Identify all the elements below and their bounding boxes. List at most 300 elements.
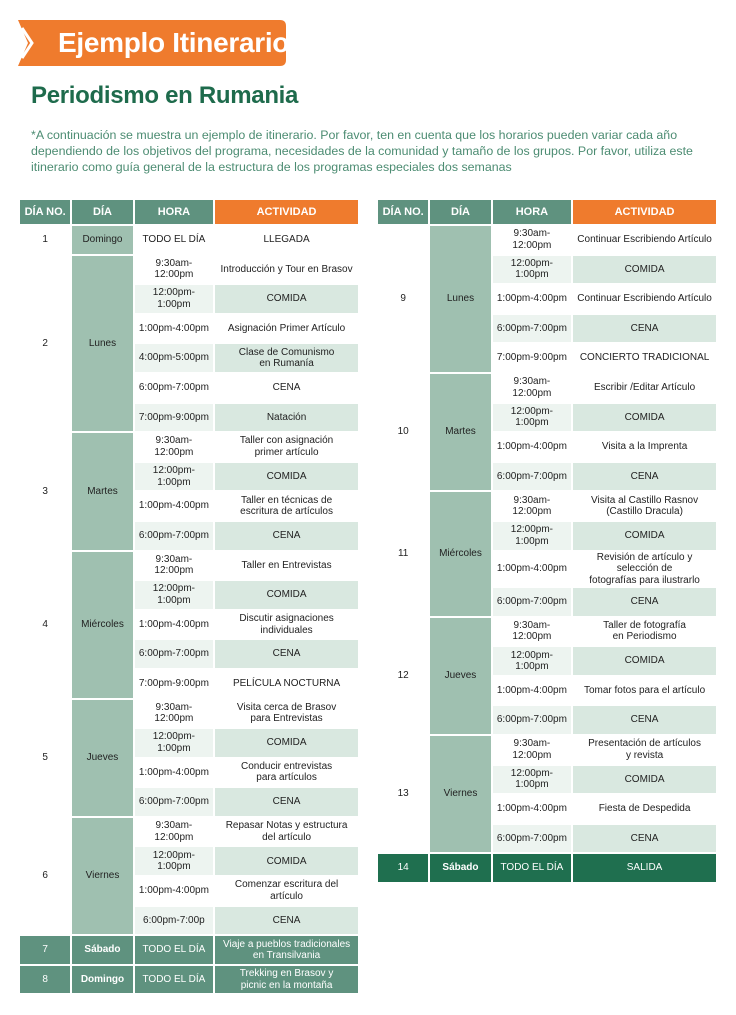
table-row: [378, 492, 716, 520]
activity-cell: [573, 825, 716, 853]
day-name: [72, 936, 132, 964]
activity-cell-text: Viaje a pueblos tradicionales en Transilvania: [223, 938, 351, 962]
time-cell-text: 6:00pm-7:00pm: [138, 529, 209, 541]
day-number: [378, 226, 428, 372]
day-number-text: 1: [42, 234, 48, 246]
table-row: [20, 936, 358, 964]
activity-cell: [573, 588, 716, 616]
day-name: [430, 492, 490, 615]
activity-cell-text: CENA: [630, 714, 659, 726]
activity-cell-text: Visita a la Imprenta: [601, 441, 688, 453]
activity-cell: [215, 315, 358, 343]
table-row: [378, 226, 716, 254]
time-cell-text: 1:00pm-4:00pm: [496, 563, 567, 575]
table-row: [20, 640, 358, 668]
day-number: [20, 936, 70, 964]
time-cell: [135, 522, 213, 550]
activity-cell-text: PELÍCULA NOCTURNA: [232, 677, 341, 689]
day-number: [20, 433, 70, 549]
time-cell: [135, 640, 213, 668]
table-row: [378, 285, 716, 313]
time-cell-text: 7:00pm-9:00pm: [496, 352, 567, 364]
time-cell: [135, 759, 213, 787]
activity-cell: [215, 552, 358, 580]
day-name: [72, 256, 132, 432]
table-row: [378, 522, 716, 550]
day-number-text: 9: [400, 293, 406, 305]
time-cell-text: 1:00pm-4:00pm: [138, 322, 209, 334]
time-cell-text: 12:00pm-1:00pm: [152, 465, 196, 488]
activity-cell-text: Revisión de artículo y selección de fotografías para ilustrarlo: [589, 551, 700, 586]
day-number-text: 4: [42, 618, 48, 630]
table-row: [378, 344, 716, 372]
time-cell: [493, 706, 571, 734]
time-cell-text: 1:00pm-4:00pm: [496, 803, 567, 815]
activity-cell-text: Asignación Primer Artículo: [227, 322, 346, 334]
activity-cell: [573, 315, 716, 343]
table-row: [378, 795, 716, 823]
activity-cell: [215, 729, 358, 757]
table-row: [378, 706, 716, 734]
time-cell: [135, 552, 213, 580]
table-row: [20, 256, 358, 284]
header-time: HORA: [493, 200, 571, 224]
time-cell: [135, 285, 213, 313]
table-row: [20, 729, 358, 757]
time-cell-text: 7:00pm-9:00pm: [138, 677, 209, 689]
table-row: [378, 647, 716, 675]
time-cell-text: 9:30am-12:00pm: [512, 738, 552, 761]
time-cell: [135, 818, 213, 846]
time-cell-text: 9:30am-12:00pm: [154, 553, 194, 577]
time-cell: [135, 729, 213, 757]
time-cell-text: 1:00pm-4:00pm: [496, 684, 567, 696]
time-cell-text: 9:30am-12:00pm: [512, 376, 552, 399]
time-cell: [135, 404, 213, 432]
table-row: [20, 315, 358, 343]
activity-cell: [215, 226, 358, 254]
time-cell: [135, 433, 213, 461]
activity-cell-text: COMIDA: [266, 737, 307, 749]
day-number: [378, 854, 428, 882]
activity-cell-text: COMIDA: [624, 655, 665, 667]
table-row: [20, 847, 358, 875]
table-row: [378, 588, 716, 616]
day-name: [72, 433, 132, 549]
table-row: [378, 374, 716, 402]
day-name-text: Sábado: [442, 862, 479, 874]
activity-cell-text: Repasar Notas y estructura del artículo: [225, 820, 348, 843]
header-activity: ACTIVIDAD: [573, 200, 716, 224]
title-banner: [18, 20, 290, 66]
activity-cell: [215, 492, 358, 520]
time-cell: [135, 256, 213, 284]
activity-cell: [215, 877, 358, 905]
time-cell: [493, 522, 571, 550]
time-cell: [493, 256, 571, 284]
time-cell: [493, 433, 571, 461]
activity-cell-text: Introducción y Tour en Brasov: [220, 263, 353, 275]
activity-cell-text: COMIDA: [624, 773, 665, 785]
activity-cell: [215, 611, 358, 639]
time-cell: [135, 581, 213, 609]
table-row: [20, 877, 358, 905]
time-cell-text: 9:30am-12:00pm: [154, 257, 194, 281]
time-cell: [493, 285, 571, 313]
activity-cell-text: CENA: [272, 529, 301, 541]
activity-cell-text: CENA: [272, 796, 301, 808]
header-time: HORA: [135, 200, 213, 224]
time-cell: [135, 226, 213, 254]
time-cell-text: 1:00pm-4:00pm: [496, 441, 567, 453]
time-cell-text: 12:00pm-1:00pm: [152, 731, 196, 754]
activity-cell: [215, 818, 358, 846]
activity-cell: [573, 433, 716, 461]
time-cell-text: 12:00pm-1:00pm: [152, 583, 196, 606]
time-cell: [135, 788, 213, 816]
time-cell-text: 6:00pm-7:00pm: [496, 322, 567, 334]
table-row: [378, 552, 716, 587]
table-row: [20, 522, 358, 550]
activity-cell: [215, 433, 358, 461]
activity-cell-text: Presentación de artículos y revista: [588, 738, 701, 761]
table-row: [20, 226, 358, 254]
time-cell: [135, 492, 213, 520]
table-row: [20, 374, 358, 402]
time-cell-text: 6:00pm-7:00pm: [496, 596, 567, 608]
activity-cell: [573, 647, 716, 675]
activity-cell-text: CENA: [272, 914, 301, 926]
activity-cell-text: Trekking en Brasov y picnic en la montaña: [239, 968, 334, 991]
time-cell: [493, 588, 571, 616]
day-number: [20, 700, 70, 816]
table-row: [378, 677, 716, 705]
activity-cell-text: Taller en técnicas de escritura de artículos: [240, 494, 333, 518]
table-row: [20, 966, 358, 994]
activity-cell: [215, 522, 358, 550]
activity-cell: [573, 374, 716, 402]
activity-cell-text: Conducir entrevistas para artículos: [240, 760, 333, 784]
time-cell-text: TODO EL DÍA: [500, 862, 564, 874]
activity-cell: [215, 285, 358, 313]
time-cell: [493, 463, 571, 491]
day-name: [430, 374, 490, 490]
activity-cell: [573, 285, 716, 313]
time-cell-text: 6:00pm-7:00pm: [496, 832, 567, 844]
table-row: [20, 433, 358, 461]
table-row: [378, 825, 716, 853]
time-cell: [493, 854, 571, 882]
activity-cell: [215, 256, 358, 284]
time-cell-text: 9:30am-12:00pm: [154, 701, 194, 725]
intro-note: *A continuación se muestra un ejemplo de itinerario. Por favor, ten en cuenta que los horarios pueden variar cada año dependiendo de los objetivos del programa, necesidades de la comunidad y tamaño de los grupos. Por favor, utiliza este itinerario como guía general de la estructura de los programas especiales dos semanas: [31, 128, 693, 174]
time-cell: [135, 877, 213, 905]
activity-cell: [215, 907, 358, 935]
table-row: [20, 285, 358, 313]
day-name: [72, 966, 132, 994]
table-row: [20, 344, 358, 372]
time-cell-text: 12:00pm-1:00pm: [152, 287, 196, 310]
table-row: [378, 315, 716, 343]
activity-cell-text: Natación: [266, 411, 307, 423]
activity-cell-text: Tomar fotos para el artículo: [583, 684, 706, 696]
day-number: [20, 818, 70, 934]
table-row: [20, 759, 358, 787]
activity-cell-text: CENA: [630, 596, 659, 608]
time-cell: [135, 700, 213, 728]
activity-cell-text: COMIDA: [624, 529, 665, 541]
time-cell: [135, 315, 213, 343]
activity-cell-text: Comenzar escritura del artículo: [234, 879, 339, 902]
day-number-text: 3: [42, 485, 48, 497]
day-number-text: 8: [42, 973, 48, 985]
time-cell-text: 6:00pm-7:00pm: [496, 470, 567, 482]
time-cell-text: 7:00pm-9:00pm: [138, 411, 209, 423]
day-name: [430, 226, 490, 372]
time-cell: [493, 492, 571, 520]
day-name-text: Viernes: [85, 870, 120, 882]
time-cell: [135, 611, 213, 639]
time-cell-text: 1:00pm-4:00pm: [138, 885, 209, 897]
activity-cell: [573, 552, 716, 587]
time-cell-text: 1:00pm-4:00pm: [496, 293, 567, 305]
activity-cell: [215, 670, 358, 698]
time-cell: [135, 966, 213, 994]
activity-cell-text: COMIDA: [266, 589, 307, 601]
table-row: [378, 618, 716, 646]
time-cell: [493, 795, 571, 823]
time-cell-text: 9:30am-12:00pm: [154, 435, 194, 458]
header-day-no: DÍA NO.: [20, 200, 70, 224]
activity-cell: [573, 522, 716, 550]
day-number-text: 14: [397, 862, 409, 874]
table-row: [20, 611, 358, 639]
activity-cell: [573, 256, 716, 284]
time-cell: [493, 736, 571, 764]
activity-cell: [215, 966, 358, 994]
time-cell: [135, 936, 213, 964]
day-name-text: Miércoles: [81, 618, 124, 630]
time-cell-text: 12:00pm-1:00pm: [510, 649, 554, 673]
day-number-text: 11: [397, 548, 409, 560]
day-number: [378, 736, 428, 852]
day-name: [72, 226, 132, 254]
day-name-text: Lunes: [88, 337, 117, 349]
table-row: [378, 463, 716, 491]
table-row: [20, 581, 358, 609]
day-number: [20, 226, 70, 254]
activity-cell-text: Taller de fotografía en Periodismo: [603, 619, 686, 643]
table-row: [20, 818, 358, 846]
day-number: [20, 552, 70, 698]
activity-cell-text: COMIDA: [624, 411, 665, 423]
activity-cell-text: Visita cerca de Brasov para Entrevistas: [236, 701, 337, 725]
time-cell-text: 9:30am-12:00pm: [512, 494, 552, 518]
activity-cell-text: CENA: [630, 322, 659, 334]
day-number-text: 2: [42, 337, 48, 349]
time-cell-text: 9:30am-12:00pm: [512, 228, 552, 251]
time-cell-text: 12:00pm-1:00pm: [510, 405, 554, 429]
time-cell-text: 4:00pm-5:00pm: [138, 352, 209, 364]
activity-cell-text: Clase de Comunismo en Rumanía: [238, 346, 335, 370]
time-cell: [493, 825, 571, 853]
day-name-text: Martes: [445, 426, 476, 438]
day-number-text: 13: [397, 788, 409, 800]
time-cell: [493, 766, 571, 794]
day-name: [72, 818, 132, 934]
activity-cell: [573, 795, 716, 823]
time-cell-text: 6:00pm-7:00pm: [496, 714, 567, 726]
activity-cell: [573, 226, 716, 254]
table-row: [378, 433, 716, 461]
activity-cell-text: Continuar Escribiendo Artículo: [577, 293, 712, 305]
activity-cell: [573, 766, 716, 794]
day-name-text: Jueves: [86, 751, 119, 763]
day-number-text: 7: [42, 944, 48, 956]
day-number: [378, 492, 428, 615]
activity-cell: [573, 706, 716, 734]
activity-cell-text: COMIDA: [266, 855, 307, 867]
day-name-text: Domingo: [82, 234, 123, 246]
activity-cell-text: Fiesta de Despedida: [598, 803, 691, 815]
activity-cell-text: Escribir /Editar Artículo: [593, 382, 696, 394]
activity-cell: [215, 404, 358, 432]
activity-cell: [215, 700, 358, 728]
time-cell-text: 12:00pm-1:00pm: [510, 767, 554, 791]
day-number-text: 10: [397, 426, 409, 438]
time-cell-text: 1:00pm-4:00pm: [138, 500, 209, 512]
table-row: [20, 907, 358, 935]
time-cell: [135, 907, 213, 935]
day-name-text: Jueves: [444, 670, 477, 682]
activity-cell: [215, 936, 358, 964]
day-name-text: Martes: [87, 485, 118, 497]
activity-cell-text: Visita al Castillo Rasnov (Castillo Dracula): [591, 494, 699, 518]
time-cell-text: 9:30am-12:00pm: [154, 820, 194, 843]
activity-cell: [215, 344, 358, 372]
time-cell-text: TODO EL DÍA: [142, 234, 206, 246]
table-row: [378, 736, 716, 764]
time-cell-text: 6:00pm-7:00pm: [138, 796, 209, 808]
time-cell: [135, 463, 213, 491]
time-cell: [493, 677, 571, 705]
header-activity: ACTIVIDAD: [215, 200, 358, 224]
day-number: [20, 966, 70, 994]
time-cell-text: 1:00pm-4:00pm: [138, 766, 209, 778]
activity-cell: [573, 618, 716, 646]
time-cell-text: 6:00pm-7:00pm: [138, 382, 209, 394]
day-number-text: 5: [42, 751, 48, 763]
table-row: [378, 854, 716, 882]
day-name: [430, 854, 490, 882]
table-row: [378, 404, 716, 432]
activity-cell-text: Discutir asignaciones individuales: [239, 613, 334, 636]
time-cell-text: 12:00pm-1:00pm: [152, 849, 196, 873]
table-row: [20, 700, 358, 728]
activity-cell: [215, 463, 358, 491]
table-row: [20, 788, 358, 816]
activity-cell-text: CENA: [630, 470, 659, 482]
table-row: [20, 552, 358, 580]
time-cell: [493, 552, 571, 587]
activity-cell: [573, 854, 716, 882]
activity-cell: [215, 640, 358, 668]
activity-cell-text: Taller en Entrevistas: [241, 559, 332, 571]
table-row: [20, 463, 358, 491]
time-cell: [493, 618, 571, 646]
time-cell: [493, 374, 571, 402]
time-cell-text: 12:00pm-1:00pm: [510, 257, 554, 281]
activity-cell-text: CONCIERTO TRADICIONAL: [579, 352, 710, 364]
itinerary-table-week-1: [18, 198, 360, 995]
day-name-text: Miércoles: [439, 548, 482, 560]
page-title: Ejemplo Itinerario: [58, 27, 290, 58]
day-number-text: 6: [42, 870, 48, 882]
day-name: [430, 736, 490, 852]
activity-cell-text: SALIDA: [626, 862, 663, 874]
table-row: [378, 766, 716, 794]
activity-cell: [573, 492, 716, 520]
itinerary-table-week-2: [376, 198, 718, 884]
time-cell-text: TODO EL DÍA: [142, 944, 206, 956]
day-number: [378, 618, 428, 734]
activity-cell: [215, 847, 358, 875]
activity-cell-text: COMIDA: [266, 293, 307, 305]
time-cell-text: TODO EL DÍA: [142, 973, 206, 985]
activity-cell-text: CENA: [272, 382, 301, 394]
activity-cell: [215, 759, 358, 787]
header-day-no: DÍA NO.: [378, 200, 428, 224]
day-name-text: Viernes: [443, 788, 478, 800]
time-cell: [135, 344, 213, 372]
day-name: [72, 552, 132, 698]
time-cell: [493, 315, 571, 343]
table-row: [20, 670, 358, 698]
activity-cell-text: COMIDA: [266, 470, 307, 482]
activity-cell-text: LLEGADA: [263, 234, 310, 246]
day-number: [378, 374, 428, 490]
time-cell-text: 1:00pm-4:00pm: [138, 618, 209, 630]
time-cell-text: 6:00pm-7:00p: [143, 914, 205, 926]
activity-cell: [573, 463, 716, 491]
activity-cell: [215, 581, 358, 609]
time-cell-text: 9:30am-12:00pm: [512, 619, 552, 643]
table-row: [20, 404, 358, 432]
activity-cell-text: COMIDA: [624, 263, 665, 275]
day-name-text: Lunes: [446, 293, 475, 305]
activity-cell: [573, 344, 716, 372]
activity-cell: [215, 374, 358, 402]
day-name: [72, 700, 132, 816]
time-cell-text: 12:00pm-1:00pm: [510, 524, 554, 547]
time-cell: [135, 847, 213, 875]
day-name-text: Sábado: [84, 944, 121, 956]
activity-cell: [573, 736, 716, 764]
day-name-text: Domingo: [80, 973, 125, 985]
activity-cell: [573, 677, 716, 705]
time-cell: [493, 226, 571, 254]
table-row: [378, 256, 716, 284]
time-cell: [135, 670, 213, 698]
activity-cell-text: Continuar Escribiendo Artículo: [577, 234, 712, 246]
activity-cell: [215, 788, 358, 816]
time-cell-text: 6:00pm-7:00pm: [138, 648, 209, 660]
page-subtitle: Periodismo en Rumania: [31, 82, 299, 109]
activity-cell-text: CENA: [630, 832, 659, 844]
day-number: [20, 256, 70, 432]
time-cell: [493, 404, 571, 432]
time-cell: [493, 344, 571, 372]
